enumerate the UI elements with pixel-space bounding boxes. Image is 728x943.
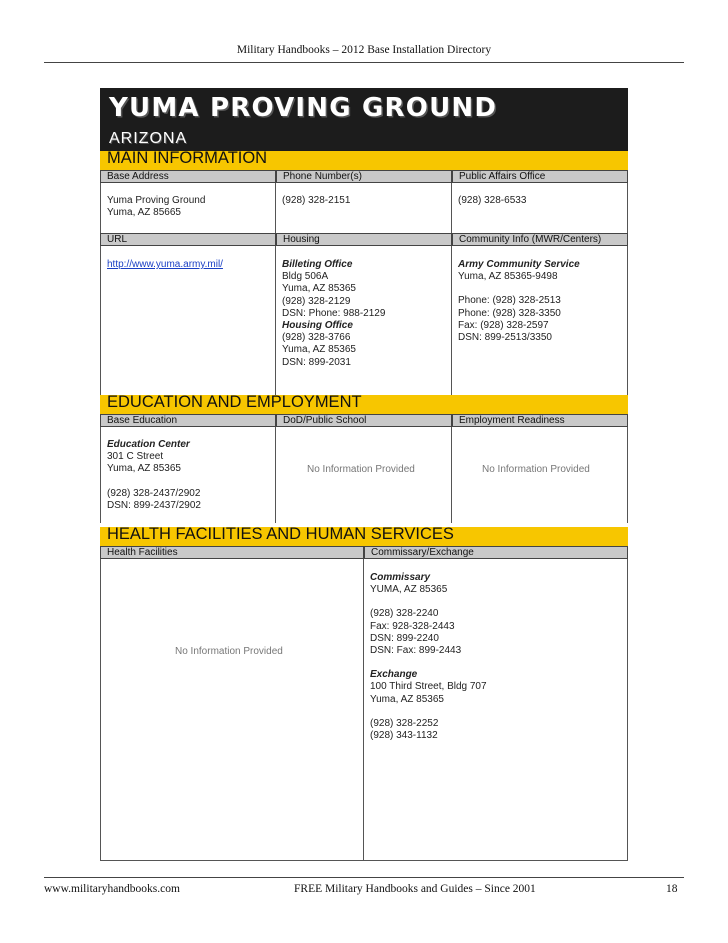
commissary-line: YUMA, AZ 85365 <box>370 584 448 596</box>
main-information-heading <box>100 151 628 170</box>
main-information-heading-text: MAIN INFORMATION <box>107 149 268 167</box>
footer-website: www.militaryhandbooks.com <box>44 883 180 895</box>
phone-number: (928) 328-2151 <box>282 195 351 206</box>
employment-readiness-column-head: Employment Readiness <box>452 414 628 427</box>
health-facilities-heading-text: HEALTH FACILITIES AND HUMAN SERVICES <box>107 525 454 543</box>
exchange-phone: (928) 343-1132 <box>370 730 438 742</box>
page-number: 18 <box>666 883 678 895</box>
page-header: Military Handbooks – 2012 Base Installation Directory <box>236 44 492 56</box>
education-center-phone: DSN: 899-2437/2902 <box>107 499 201 511</box>
acs-phone-line: Fax: (928) 328-2597 <box>458 319 549 331</box>
health-facilities-heading <box>100 527 628 546</box>
education-center-phone: (928) 328-2437/2902 <box>107 487 201 499</box>
table-bottom-rule <box>100 860 628 861</box>
base-education-cell <box>100 427 276 523</box>
phone-number-cell <box>276 183 452 233</box>
community-info-cell <box>452 246 628 395</box>
base-name: YUMA PROVING GROUND <box>109 93 498 123</box>
footer-rule <box>44 877 684 878</box>
exchange-line: 100 Third Street, Bldg 707 <box>370 681 487 693</box>
commissary-exchange-column-head: Commissary/Exchange <box>364 546 628 559</box>
health-no-info: No Information Provided <box>175 646 283 657</box>
url-cell <box>100 246 276 395</box>
public-affairs-phone: (928) 328-6533 <box>458 195 527 206</box>
acs-line: Yuma, AZ 85365-9498 <box>458 271 558 283</box>
base-education-column-head: Base Education <box>100 414 276 427</box>
url-column-head: URL <box>100 233 276 246</box>
dod-public-school-cell <box>276 427 452 523</box>
title-banner <box>100 88 628 151</box>
school-no-info: No Information Provided <box>307 464 415 475</box>
acs-phone-line: Phone: (928) 328-3350 <box>458 307 561 319</box>
exchange-line: Yuma, AZ 85365 <box>370 693 444 705</box>
dod-public-school-column-head: DoD/Public School <box>276 414 452 427</box>
housing-column-head: Housing <box>276 233 452 246</box>
housing-office-line: DSN: 899-2031 <box>282 356 351 368</box>
billeting-line: Bldg 506A <box>282 271 329 283</box>
public-affairs-cell <box>452 183 628 233</box>
billeting-line: DSN: Phone: 988-2129 <box>282 307 386 319</box>
base-address-cell <box>100 183 276 233</box>
exchange-title: Exchange <box>370 669 418 681</box>
commissary-phone: DSN: 899-2240 <box>370 632 439 644</box>
community-info-column-head: Community Info (MWR/Centers) <box>452 233 628 246</box>
employment-no-info: No Information Provided <box>482 464 590 475</box>
commissary-phone: (928) 328-2240 <box>370 608 439 620</box>
education-employment-heading-text: EDUCATION AND EMPLOYMENT <box>107 393 362 411</box>
public-affairs-column-head: Public Affairs Office <box>452 170 628 183</box>
health-facilities-column-head: Health Facilities <box>100 546 364 559</box>
acs-phone-line: Phone: (928) 328-2513 <box>458 295 561 307</box>
billeting-office-title: Billeting Office <box>282 259 353 270</box>
education-center-title: Education Center <box>107 439 190 450</box>
footer-tagline: FREE Military Handbooks and Guides – Since 2001 <box>294 883 536 895</box>
housing-office-title: Housing Office <box>282 320 353 332</box>
header-rule <box>44 62 684 63</box>
housing-cell <box>276 246 452 395</box>
commissary-phone: DSN: Fax: 899-2443 <box>370 645 462 657</box>
billeting-line: Yuma, AZ 85365 <box>282 283 356 295</box>
base-website-link[interactable]: http://www.yuma.army.mil/ <box>107 259 223 270</box>
exchange-phone: (928) 328-2252 <box>370 717 439 729</box>
acs-phone-line: DSN: 899-2513/3350 <box>458 332 552 344</box>
phone-numbers-column-head: Phone Number(s) <box>276 170 452 183</box>
employment-readiness-cell <box>452 427 628 523</box>
base-address-column-head: Base Address <box>100 170 276 183</box>
housing-office-line: Yuma, AZ 85365 <box>282 344 356 356</box>
commissary-exchange-cell <box>364 559 628 860</box>
health-facilities-cell <box>100 559 364 860</box>
education-center-line: Yuma, AZ 85365 <box>107 463 181 475</box>
housing-office-line: (928) 328-3766 <box>282 332 351 344</box>
billeting-line: (928) 328-2129 <box>282 295 351 307</box>
commissary-title: Commissary <box>370 572 431 583</box>
address-line: Yuma Proving Ground <box>107 195 206 206</box>
commissary-phone: Fax: 928-328-2443 <box>370 620 455 632</box>
address-line: Yuma, AZ 85665 <box>107 207 181 219</box>
education-employment-heading <box>100 395 628 414</box>
acs-title: Army Community Service <box>458 259 580 270</box>
education-center-line: 301 C Street <box>107 451 164 463</box>
state-name: ARIZONA <box>109 130 188 147</box>
